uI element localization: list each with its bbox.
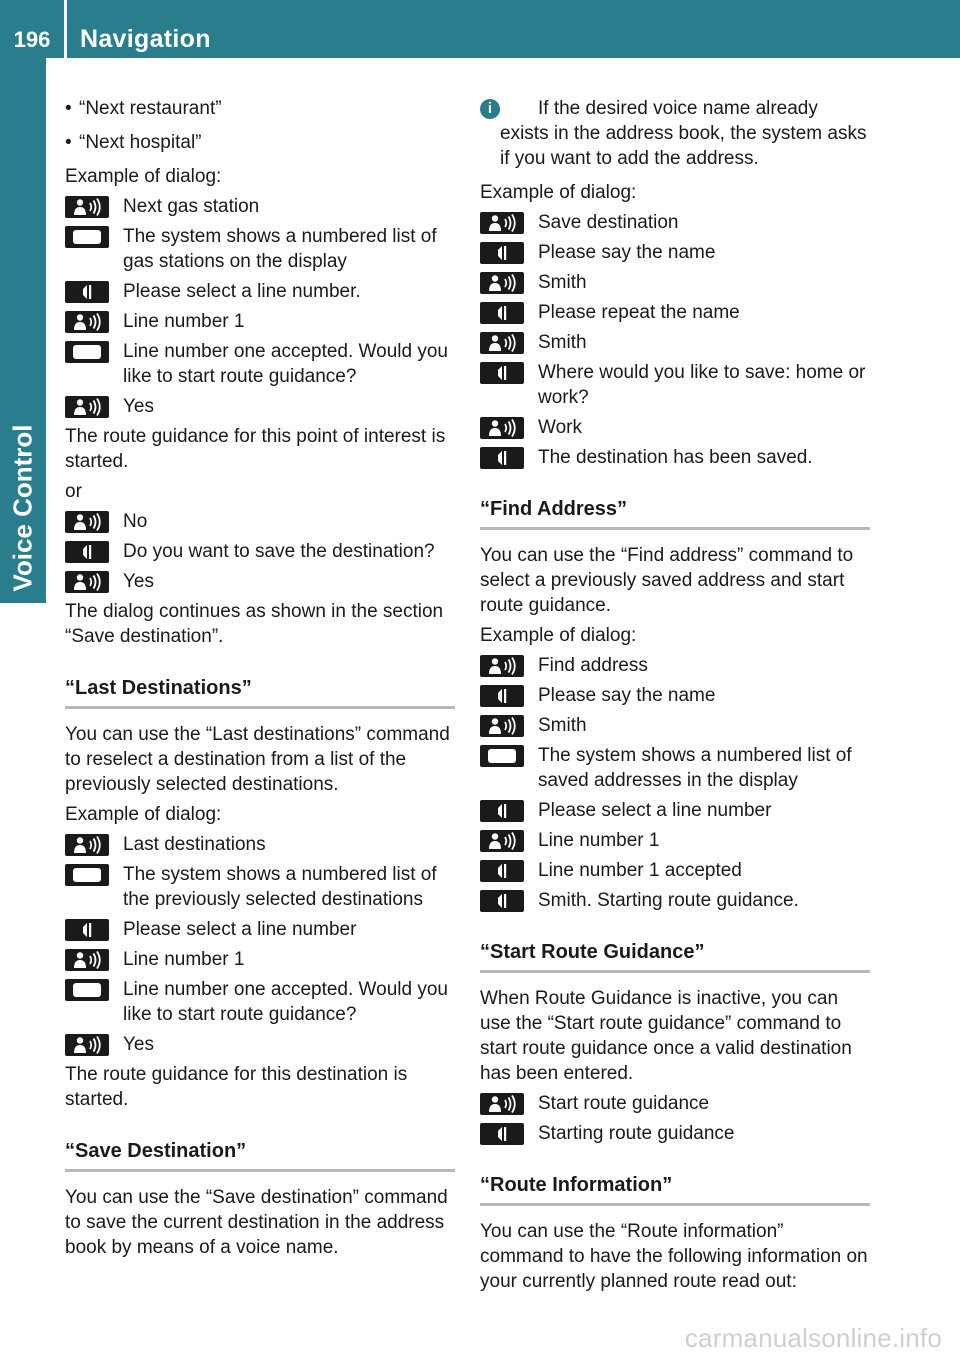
section-body: You can use the “Last destinations” command to reselect a destination from a list of the previously selected destinations.	[65, 724, 450, 795]
example-label: Example of dialog:	[65, 166, 222, 187]
dialog-list	[65, 194, 455, 419]
dialog-text: Smith	[538, 272, 587, 293]
dialog-text: Find address	[538, 655, 648, 676]
speech-icon	[65, 571, 109, 593]
side-tab	[0, 58, 46, 603]
dialog-row	[480, 828, 870, 853]
speech-icon	[480, 332, 524, 354]
dialog-row	[65, 279, 455, 304]
dialog-text: Where would you like to save: home or work?	[538, 362, 866, 408]
display-icon	[65, 226, 109, 248]
dialog-row	[480, 445, 870, 470]
speech-icon	[65, 396, 109, 418]
section-title-route-information: “Route Information”	[480, 1151, 870, 1206]
paragraph: The route guidance for this destination is started.	[65, 1064, 408, 1110]
dialog-row	[65, 509, 455, 534]
dialog-list	[65, 832, 455, 1057]
dialog-row	[480, 858, 870, 883]
dialog-row	[65, 394, 455, 419]
paragraph: The route guidance for this point of interest is started.	[65, 426, 446, 472]
dialog-row	[480, 1121, 870, 1146]
speech-icon	[480, 715, 524, 737]
speaker-icon	[480, 302, 524, 324]
right-column	[480, 96, 870, 1299]
dialog-row	[65, 862, 455, 912]
dialog-row	[480, 683, 870, 708]
speaker-icon	[65, 541, 109, 563]
bullet-item: • “Next restaurant”	[65, 98, 222, 119]
speaker-icon	[480, 362, 524, 384]
dialog-row	[65, 224, 455, 274]
info-note	[480, 96, 870, 171]
dialog-text: No	[123, 511, 148, 532]
dialog-row	[480, 360, 870, 410]
dialog-text: Yes	[123, 571, 154, 592]
speech-icon	[65, 1034, 109, 1056]
dialog-text: Please say the name	[538, 242, 716, 263]
dialog-row	[480, 743, 870, 793]
dialog-row	[480, 713, 870, 738]
dialog-text: Line number 1	[123, 311, 245, 332]
dialog-text: Please select a line number	[538, 800, 772, 821]
speech-icon	[480, 655, 524, 677]
left-column	[65, 96, 455, 1265]
dialog-list	[65, 509, 455, 594]
display-icon	[480, 745, 524, 767]
speaker-icon	[480, 447, 524, 469]
dialog-text: Smith	[538, 332, 587, 353]
dialog-row	[65, 977, 455, 1027]
dialog-row	[65, 917, 455, 942]
speech-icon	[480, 272, 524, 294]
dialog-text: Yes	[123, 1034, 154, 1055]
section-body: You can use the “Find address” command to select a previously saved address and start route guidance.	[480, 545, 854, 616]
section-title-find-address: “Find Address”	[480, 475, 870, 530]
dialog-row	[480, 653, 870, 678]
header-divider	[64, 0, 67, 58]
section-title-start-route-guidance: “Start Route Guidance”	[480, 918, 870, 973]
dialog-text: Please select a line number	[123, 919, 357, 940]
dialog-text: Smith	[538, 715, 587, 736]
dialog-row	[480, 210, 870, 235]
section-title-save-destination: “Save Destination”	[65, 1117, 455, 1172]
dialog-list	[480, 210, 870, 470]
example-label: Example of dialog:	[65, 804, 222, 825]
speaker-icon	[480, 685, 524, 707]
dialog-row	[65, 947, 455, 972]
display-icon	[65, 341, 109, 363]
section-title-last-destinations: “Last Destinations”	[65, 654, 455, 709]
speaker-icon	[65, 281, 109, 303]
dialog-text: Please repeat the name	[538, 302, 740, 323]
dialog-text: Line number 1 accepted	[538, 860, 742, 881]
dialog-row	[480, 270, 870, 295]
dialog-list	[480, 1091, 870, 1146]
display-icon	[65, 979, 109, 1001]
speech-icon	[480, 1093, 524, 1115]
info-icon: i	[480, 99, 500, 119]
speaker-icon	[65, 919, 109, 941]
dialog-text: Start route guidance	[538, 1093, 710, 1114]
dialog-text: The destination has been saved.	[538, 447, 813, 468]
speaker-icon	[480, 242, 524, 264]
dialog-text: Next gas station	[123, 196, 260, 217]
dialog-text: Starting route guidance	[538, 1123, 735, 1144]
paragraph: The dialog continues as shown in the section “Save destination”.	[65, 601, 444, 647]
dialog-row	[65, 539, 455, 564]
dialog-row	[65, 1032, 455, 1057]
dialog-text: The system shows a numbered list of the previously selected destinations	[123, 864, 437, 910]
dialog-row	[480, 300, 870, 325]
dialog-text: Work	[538, 417, 582, 438]
dialog-row	[65, 339, 455, 389]
speech-icon	[480, 417, 524, 439]
page-header	[0, 0, 960, 58]
dialog-row	[65, 832, 455, 857]
dialog-text: Last destinations	[123, 834, 266, 855]
speech-icon	[65, 949, 109, 971]
dialog-row	[65, 194, 455, 219]
dialog-row	[480, 1091, 870, 1116]
section-body: When Route Guidance is inactive, you can use the “Start route guidance” command to start route guidance once a valid destination has been entered.	[480, 988, 852, 1084]
speech-icon	[480, 830, 524, 852]
dialog-row	[480, 798, 870, 823]
dialog-text: Please select a line number.	[123, 281, 361, 302]
dialog-text: Line number 1	[538, 830, 660, 851]
example-label: Example of dialog:	[480, 625, 637, 646]
dialog-text: Line number one accepted. Would you like to start route guidance?	[123, 979, 448, 1025]
side-tab-label: Voice Control	[7, 424, 38, 592]
speech-icon	[65, 834, 109, 856]
dialog-row	[65, 569, 455, 594]
dialog-text: Line number 1	[123, 949, 245, 970]
speaker-icon	[480, 860, 524, 882]
dialog-list	[480, 653, 870, 913]
dialog-text: Smith. Starting route guidance.	[538, 890, 799, 911]
dialog-text: The system shows a numbered list of saved addresses in the display	[538, 745, 852, 791]
section-body: You can use the “Route information” command to have the following information on your currently planned route read out:	[480, 1221, 868, 1292]
dialog-row	[65, 309, 455, 334]
example-label: Example of dialog:	[480, 182, 637, 203]
speech-icon	[480, 212, 524, 234]
dialog-text: Line number one accepted. Would you like to start route guidance?	[123, 341, 448, 387]
chapter-title: Navigation	[80, 25, 211, 53]
speaker-icon	[480, 800, 524, 822]
dialog-row	[480, 240, 870, 265]
paragraph-or: or	[65, 481, 82, 502]
bullet-item: • “Next hospital”	[65, 132, 202, 153]
dialog-row	[480, 330, 870, 355]
page-number: 196	[13, 27, 51, 52]
info-note-text: If the desired voice name already exists in the address book, the system asks if you want to add the address.	[500, 98, 867, 169]
speech-icon	[65, 311, 109, 333]
dialog-text: Please say the name	[538, 685, 716, 706]
speech-icon	[65, 196, 109, 218]
section-body: You can use the “Save destination” command to save the current destination in the address book by means of a voice name.	[65, 1187, 448, 1258]
dialog-row	[480, 415, 870, 440]
speaker-icon	[480, 890, 524, 912]
dialog-text: Save destination	[538, 212, 679, 233]
dialog-text: Do you want to save the destination?	[123, 541, 435, 562]
speech-icon	[65, 511, 109, 533]
dialog-text: Yes	[123, 396, 154, 417]
display-icon	[65, 864, 109, 886]
dialog-text: The system shows a numbered list of gas stations on the display	[123, 226, 437, 272]
watermark: carmanualsonline.info	[684, 1323, 942, 1353]
speaker-icon	[480, 1123, 524, 1145]
dialog-row	[480, 888, 870, 913]
